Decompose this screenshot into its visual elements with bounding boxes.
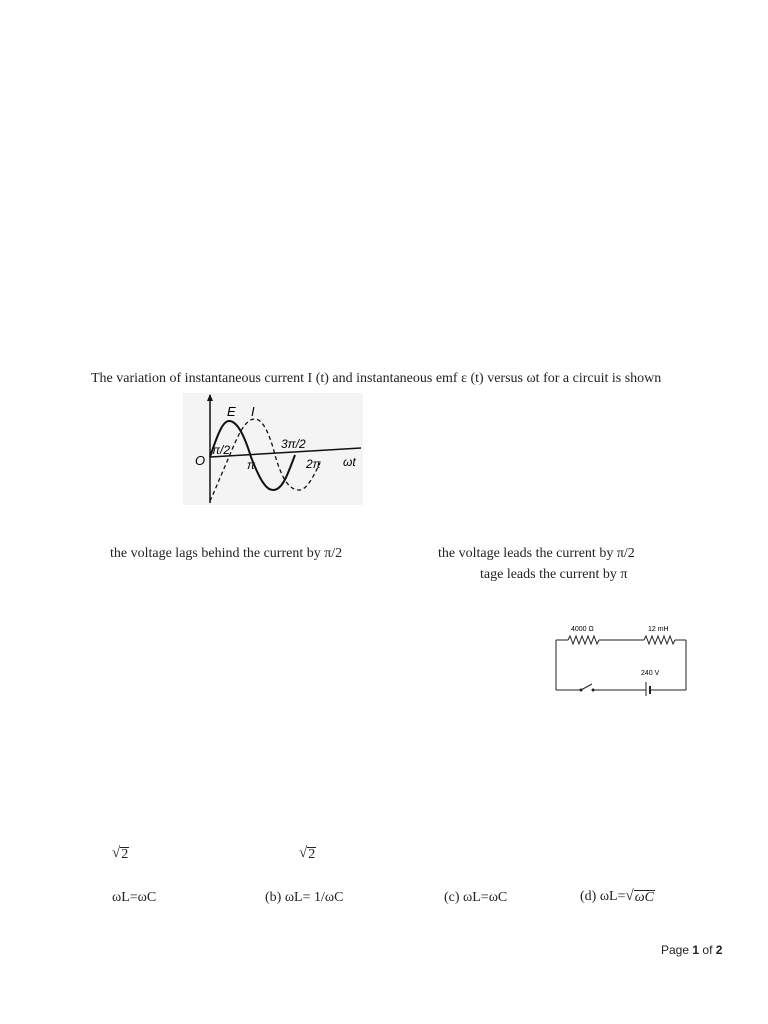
- option-voltage-leads-half-pi: the voltage leads the current by π/2: [438, 546, 635, 561]
- sqrt-icon: √: [112, 845, 121, 861]
- sqrt-icon: √: [299, 845, 308, 861]
- resistor-label: 4000 Ω: [571, 626, 594, 633]
- inductor-label: 12 mH: [648, 626, 669, 633]
- root-expression-a: [112, 845, 129, 862]
- page-footer: [661, 943, 722, 957]
- page-word: Page: [661, 943, 690, 957]
- resistor: [568, 636, 599, 644]
- label-omega-t: ωt: [343, 455, 356, 469]
- page-total: 2: [715, 943, 723, 957]
- emf-current-graph: [183, 393, 363, 505]
- sqrt-icon: √: [625, 888, 634, 904]
- label-pi-over-2: π/2: [212, 443, 231, 457]
- option-b: (b) ωL= 1/ωC: [265, 890, 344, 905]
- root-a-value: 2: [121, 847, 129, 862]
- circuit-diagram: [552, 620, 692, 696]
- of-word: of: [702, 943, 713, 957]
- option-d-root: ωC: [634, 890, 654, 905]
- battery-label: 240 V: [641, 670, 660, 677]
- option-voltage-lags: the voltage lags behind the current by π/2: [110, 546, 343, 561]
- question-text: The variation of instantaneous current I (t) and instantaneous emf ε (t) versus ωt for a circuit is shown: [91, 371, 662, 386]
- label-e: E: [227, 404, 236, 419]
- option-d: [580, 888, 655, 905]
- root-b-value: 2: [308, 847, 316, 862]
- label-3pi-over-2: 3π/2: [281, 437, 306, 451]
- page-number: 1: [692, 943, 700, 957]
- inductor: [644, 636, 675, 644]
- switch-blade: [581, 684, 592, 690]
- root-expression-b: [299, 845, 316, 862]
- option-voltage-leads-pi: tage leads the current by π: [480, 567, 628, 582]
- option-a: ωL=ωC: [112, 890, 157, 905]
- label-origin: O: [195, 453, 206, 468]
- option-c: (c) ωL=ωC: [444, 890, 508, 905]
- label-i: I: [251, 404, 255, 419]
- label-pi: π: [247, 458, 256, 472]
- label-2pi: 2π: [306, 457, 321, 471]
- option-d-prefix: (d) ωL=: [580, 889, 626, 904]
